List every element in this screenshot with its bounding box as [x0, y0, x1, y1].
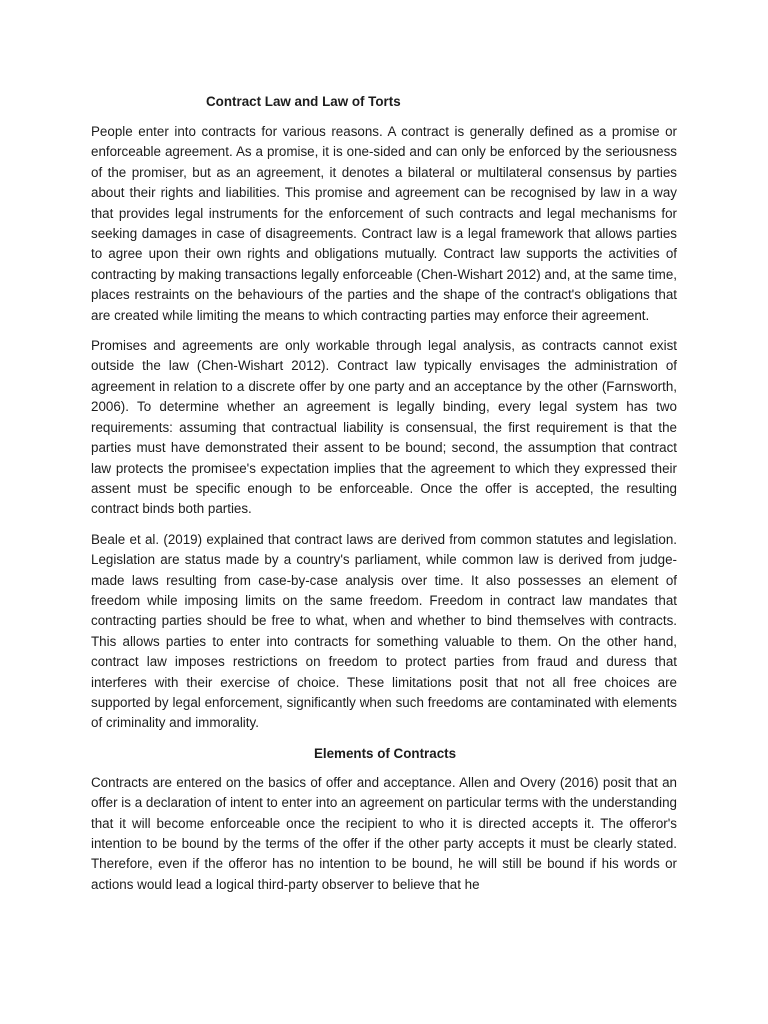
paragraph-contracts-intro: People enter into contracts for various reasons. A contract is generally defined as a promise or enforceable agreement. As a promise, it is one-sided and can only be enforced by the seriousness of the promiser, but as an agreement, it denotes a bilateral or multilateral consensus by parties about their rights and liabilities. This promise and agreement can be recognised by law in a way that provides legal instruments for the enforcement of such contracts and legal mechanisms for seeking damages in case of disagreements. Contract law is a legal framework that allows parties to agree upon their own rights and obligations mutually. Contract law supports the activities of contracting by making transactions legally enforceable (Chen-Wishart 2012) and, at the same time, places restraints on the behaviours of the parties and the shape of the contract's obligations that are created while limiting the means to which contracting parties may enforce their agreement. [91, 124, 677, 323]
paragraph-offer-and-acceptance: Contracts are entered on the basics of offer and acceptance. Allen and Overy (2016) posit that an offer is a declaration of intent to enter into an agreement on particular terms with the understanding that it will become enforceable once the recipient to who it is directed accepts it. The offeror's intention to be bound by the terms of the offer if the other party accepts it must be clearly stated. Therefore, even if the offeror has no intention to be bound, he will still be bound if his words or actions would lead a logical third-party observer to believe that he [91, 774, 677, 892]
document-title: Contract Law and Law of Torts [206, 94, 401, 109]
paragraph-legal-analysis: Promises and agreements are only workable through legal analysis, as contracts cannot exist outside the law (Chen-Wishart 2012). Contract law typically envisages the administration of agreement in relation to a discrete offer by one party and an acceptance by the other (Farnsworth, 2006). To determine whether an agreement is legally binding, every legal system has two requirements: assuming that contractual liability is consensual, the first requirement is that the parties must have demonstrated their assent to be bound; second, the assumption that contract law protects the promisee's expectation implies that the agreement to which they expressed their assent must be specific enough to be enforceable. Once the offer is accepted, the resulting contract binds both parties. [91, 338, 677, 517]
section-title-elements-of-contracts: Elements of Contracts [313, 745, 457, 761]
paragraph-sources-of-contract-law: Beale et al. (2019) explained that contract laws are derived from common statutes and legislation. Legislation are status made by a country's parliament, while common law is derived from judge-made laws resulting from case-by-case analysis over time. It also possesses an element of freedom while imposing limits on the same freedom. Freedom in contract law mandates that contracting parties should be free to what, when and whether to bind themselves with contracts. This allows parties to enter into contracts for something valuable to them. On the other hand, contract law imposes restrictions on freedom to protect parties from fraud and duress that interferes with their exercise of choice. These limitations posit that not all free choices are supported by legal enforcement, significantly when such freedoms are contaminated with elements of criminality and immorality. [91, 531, 677, 731]
document-body [91, 92, 677, 895]
